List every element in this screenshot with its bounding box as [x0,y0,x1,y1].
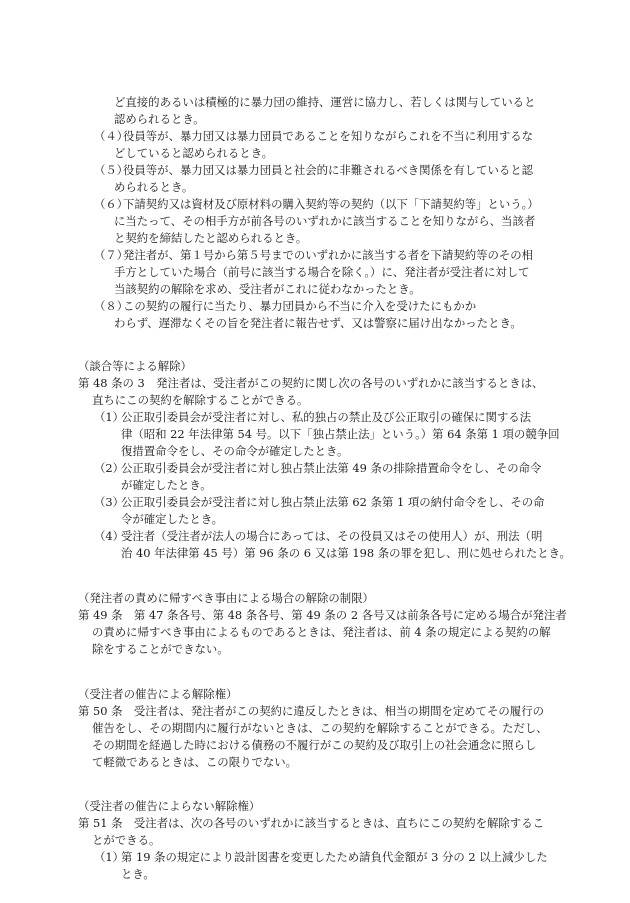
text-line: が確定したとき。 [121,478,212,492]
article-text: 第 50 条 受注者は、発注者がこの契約に違反したときは、相当の期間を定めてその履行の [78,704,544,718]
text-line: 公正取引委員会が受注者に対し独占禁止法第 62 条第 1 項の納付命令をし、その命 [121,495,545,509]
article-text: 除をすることができない。 [92,642,229,656]
text-line: 令が確定したとき。 [121,512,224,526]
text-line: 当該契約の解除を求め、受注者がこれに従わなかったとき。 [114,282,421,296]
section-heading: （受注者の催告によらない解除権） [78,799,261,813]
text-line: とき。 [121,867,155,881]
article-text: 直ちにこの契約を解除することができる。 [92,393,309,407]
item-number: （８） [94,299,129,313]
article-text: 催告をし、その期間内に履行がないときは、この契約を解除することができる。ただし、 [92,721,548,735]
text-line: 手方としていた場合（前号に該当する場合を除く。）に、発注者が受注者に対して [114,265,530,279]
text-line: 律（昭和 22 年法律第 54 号。以下「独占禁止法」という。）第 64 条第 1 項の競争回 [121,427,560,441]
text-line: 認められるとき。 [114,112,205,126]
text-line: ど直接的あるいは積極的に暴力団の維持、運営に協力し、若しくは関与していると [114,95,536,109]
text-line: 公正取引委員会が受注者に対し、私的独占の禁止及び公正取引の確保に関する法 [121,410,532,424]
text-line: 役員等が、暴力団又は暴力団員と社会的に非難されるべき関係を有していると認 [123,163,534,177]
item-number: （７） [94,248,129,262]
text-line: 下請契約又は資材及び原材料の購入契約等の契約（以下「下請契約等」という。） [123,197,539,211]
text-line: どしていると認められるとき。 [114,146,274,160]
text-line: 発注者が、第１号から第５号までのいずれかに該当する者を下請契約等のその相 [123,248,534,262]
text-line: に当たって、その相手方が前各号のいずれかに該当することを知りながら、当該者 [114,214,536,228]
text-line: と契約を締結したと認められるとき。 [114,231,308,245]
section-heading: （発注者の責めに帰すべき事由による場合の解除の制限） [78,591,374,605]
item-number: （４） [94,129,129,143]
article-text: 第 49 条 第 47 条各号、第 48 条各号、第 49 条の 2 各号又は前条各号に定める場合が発注者 [78,608,567,622]
item-number: （3） [94,495,125,509]
text-line: 公正取引委員会が受注者に対し独占禁止法第 49 条の排除措置命令をし、その命令 [121,461,542,475]
article-text: 第 48 条の 3 発注者は、受注者がこの契約に関し次の各号のいずれかに該当するときは、 [78,376,544,390]
section-heading: （受注者の催告による解除権） [78,687,238,701]
text-line: わらず、遅滞なくその旨を発注者に報告せず、又は警察に届け出なかったとき。 [114,316,522,330]
item-number: （1） [94,410,125,424]
text-line: 役員等が、暴力団又は暴力団員であることを知りながらこれを不当に利用するな [123,129,534,143]
article-text: て軽微であるときは、この限りでない。 [92,755,298,769]
item-number: （2） [94,461,125,475]
article-text: とができる。 [92,833,161,847]
text-line: この契約の履行に当たり、暴力団員から不当に介入を受けたにもかか [123,299,477,313]
article-text: その期間を経過した時における債務の不履行がこの契約及び取引上の社会通念に照らし [92,738,537,752]
text-line: 復措置命令をし、その命令が確定したとき。 [121,444,349,458]
article-text: の責めに帰すべき事由によるものであるときは、発注者は、前 4 条の規定による契約の解 [92,625,551,639]
item-number: （1） [94,850,125,864]
article-text: 第 51 条 受注者は、次の各号のいずれかに該当するときは、直ちにこの契約を解除するこ [78,816,544,830]
section-heading: （談合等による解除） [78,359,192,373]
text-line: 第 19 条の規定により設計図書を変更したため請負代金額が 3 分の 2 以上減少した [121,850,548,864]
text-line: 治 40 年法律第 45 号）第 96 条の 6 又は第 198 条の罪を犯し、刑に処せられたとき。 [121,546,571,560]
item-number: （６） [94,197,129,211]
text-line: 受注者（受注者が法人の場合にあっては、その役員又はその使用人）が、刑法（明 [121,529,543,543]
item-number: （５） [94,163,129,177]
item-number: （4） [94,529,125,543]
text-line: められるとき。 [114,180,194,194]
